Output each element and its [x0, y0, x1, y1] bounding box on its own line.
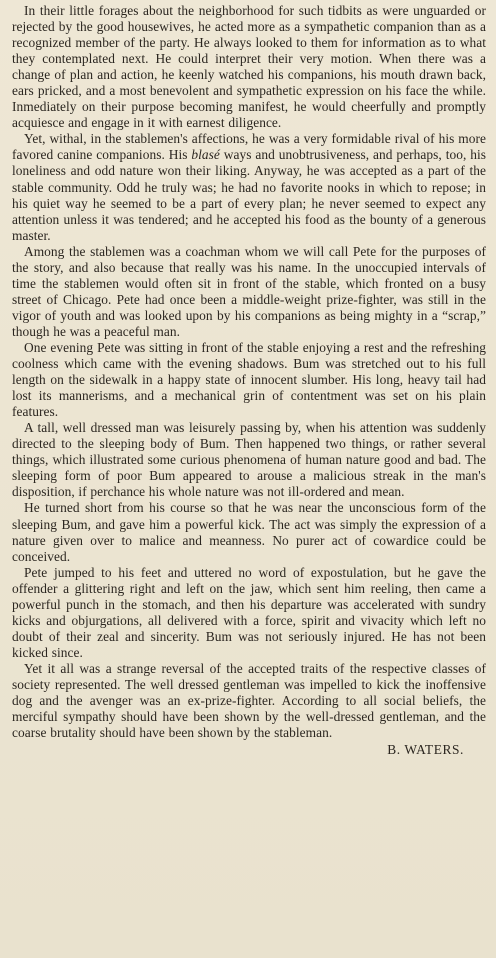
- paragraph-tall-man: A tall, well dressed man was leisurely passing by, when his attention was suddenly directed to the sleeping body of Bum. Then happened two things, or rather several things, which illustrated some curious phenomena of human nature good and bad. The sleeping form of poor Bum appeared to arouse a malicious streak in the man's disposition, if perchance his whole nature was not ill-ordered and mean.: [12, 420, 486, 500]
- author-signature: B. WATERS.: [387, 742, 464, 758]
- paragraph-kick: He turned short from his course so that he was near the unconscious form of the sleeping Bum, and gave him a powerful kick. The act was simply the expression of a nature given over to malice and meanness. No purer act of cowardice could be conceived.: [12, 500, 486, 564]
- paragraph-stablemen-affections: [12, 131, 486, 243]
- paragraph-reversal: Yet it all was a strange reversal of the accepted traits of the respective classes of society represented. The well dressed gentleman was impelled to kick the inoffensive dog and the avenger was an ex-prize-fighter. According to all social beliefs, the merciful sympathy should have been shown by the well-dressed gentleman, and the coarse brutality should have been shown by the stableman.: [12, 660, 486, 741]
- paragraph-affections-rest: ways and unobtrusiveness, and perhaps, too, his loneliness and odd nature won their liking. Anyway, he was accepted as a part of the stable community. Odd he truly was; he had no favorite nooks in which to repose; in his quiet way he seemed to be a part of every plan; he never seemed to expect any attention unless it was tendered; and he accepted his food as the bounty of a generous master.: [12, 147, 487, 243]
- paragraph-pete-intro: Among the stablemen was a coachman whom we will call Pete for the purposes of the story, and also because that really was his name. In the unoccupied intervals of time the stablemen would often sit in front of the stable, which fronted on a busy street of Chicago. Pete had once been a middle-weight prize-fighter, was still in the vigor of youth and was looked upon by his companions as being mighty in a “scrap,” though he was a peaceful man.: [12, 243, 486, 339]
- paragraph-foraging: In their little forages about the neighborhood for such tidbits as were unguarded or rejected by the good housewives, he acted more as a sympathetic companion than as a recognized member of the party. He always looked to them for information as to what they contemplated next. He could interpret their very motion. When there was a change of plan and action, he keenly watched his companions, his mouth drawn back, ears pricked, and a most benevolent and sympathetic expression on his face the while. Inmediately on their purpose becoming manifest, he would cheerfully and promptly acquiesce and engage in it with earnest diligence.: [12, 3, 486, 131]
- paragraph-evening: One evening Pete was sitting in front of the stable enjoying a rest and the refreshing coolness which came with the evening shadows. Bum was stretched out to his full length on the sidewalk in a happy state of innocent slumber. His long, heavy tail had lost its mannerisms, and a mechanical grin of contentment was set on his plain features.: [12, 339, 486, 420]
- paragraph-affections-start: Yet, withal, in the stablemen's affections, he was a very formidable rival of his more favored canine companions. His: [12, 131, 486, 163]
- italic-blase: blasé: [191, 147, 220, 163]
- paragraph-pete-response: Pete jumped to his feet and uttered no word of expostulation, but he gave the offender a glittering right and left on the jaw, which sent him reeling, then came a powerful punch in the stomach, and then his departure was accelerated with sundry kicks and objurgations, all delivered with a force, spirit and vivacity which left no doubt of their zeal and sincerity. Bum was not seriously injured. He has not been kicked since.: [12, 564, 486, 660]
